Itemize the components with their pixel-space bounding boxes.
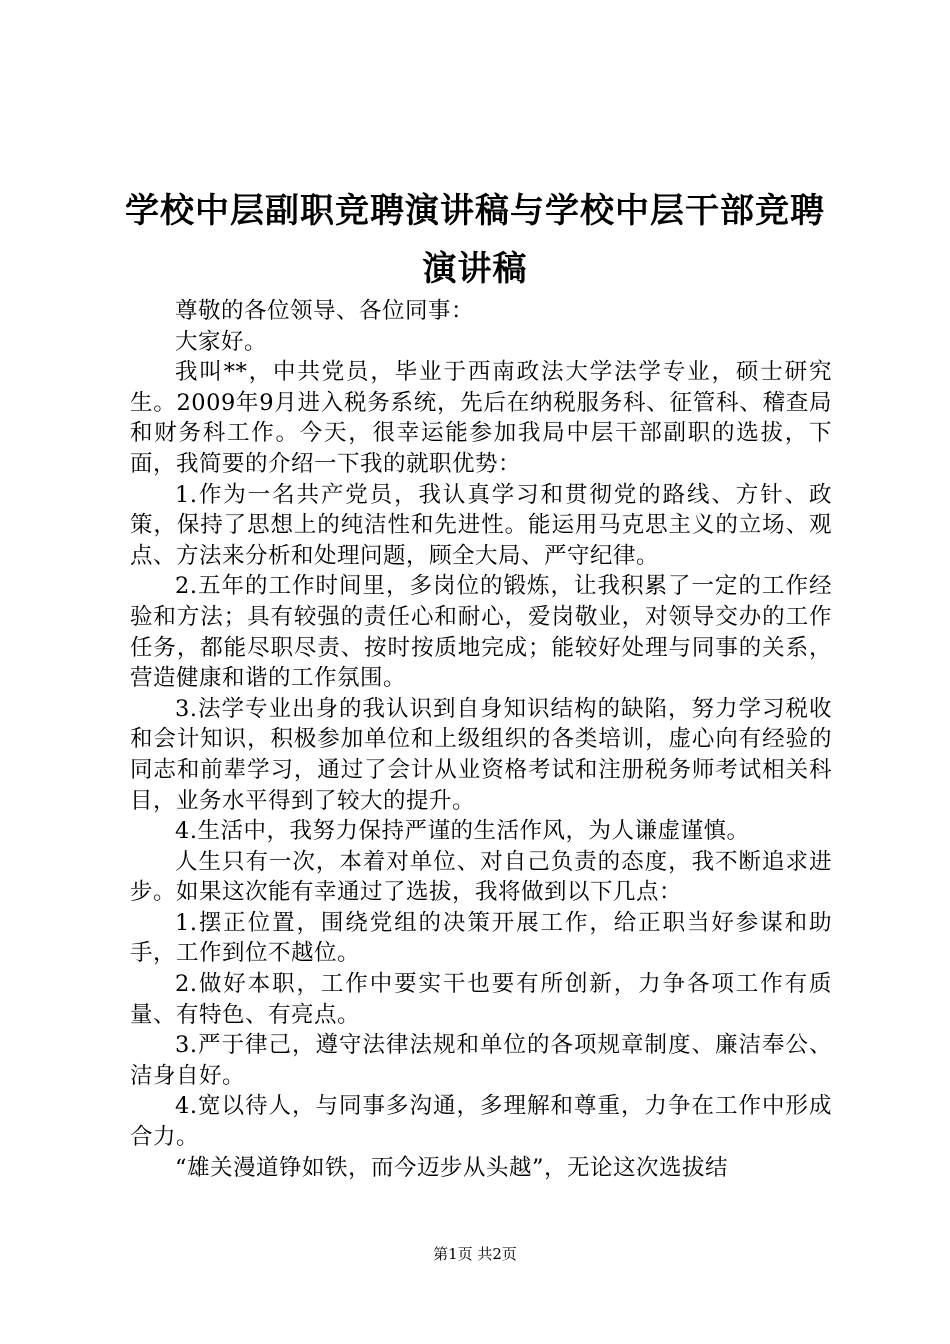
body-paragraph: 3.严于律己，遵守法律法规和单位的各项规章制度、廉洁奉公、洁身自好。 — [130, 1032, 832, 1089]
body-paragraph: 1.作为一名共产党员，我认真学习和贯彻党的路线、方针、政策，保持了思想上的纯洁性和先进性。能运用马克思主义的立场、观点、方法来分析和处理问题，顾全大局、严守纪律。 — [130, 481, 832, 569]
body-paragraph: 我叫**，中共党员，毕业于西南政法大学法学专业，硕士研究生。2009年9月进入税务系统，先后在纳税服务科、征管科、稽查局和财务科工作。今天，很幸运能参加我局中层干部副职的选拔，下面，我简要的介绍一下我的就职优势： — [130, 359, 832, 477]
body-paragraph: 1.摆正位置，围绕党组的决策开展工作，给正职当好参谋和助手，工作到位不越位。 — [130, 909, 832, 967]
body-paragraph: 4.宽以待人，与同事多沟通，多理解和尊重，力争在工作中形成合力。 — [130, 1093, 832, 1151]
body-paragraph: 人生只有一次，本着对单位、对自己负责的态度，我不断追求进步。如果这次能有幸通过了选拔，我将做到以下几点： — [130, 848, 832, 906]
body-paragraph: “雄关漫道铮如铁，而今迈步从头越”，无论这次选拔结 — [175, 1154, 729, 1181]
document-title-line-1: 学校中层副职竞聘演讲稿与学校中层干部竞聘 — [125, 191, 825, 231]
body-paragraph: 4.生活中，我努力保持严谨的生活作风，为人谦虚谨慎。 — [175, 818, 750, 845]
document-body — [130, 296, 832, 1183]
page-footer: 第1页 共2页 — [433, 1245, 517, 1263]
salutation: 尊敬的各位领导、各位同事： — [175, 298, 475, 324]
greeting: 大家好。 — [175, 328, 268, 355]
body-paragraph: 2.做好本职，工作中要实干也要有所创新，力争各项工作有质量、有特色、有亮点。 — [130, 971, 832, 1028]
body-paragraph: 2.五年的工作时间里，多岗位的锻炼，让我积累了一定的工作经验和方法；具有较强的责任心和耐心，爱岗敬业，对领导交办的工作任务，都能尽职尽责、按时按质地完成；能较好处理与同事的关系，营造健康和谐的工作氛围。 — [130, 573, 832, 692]
document-title-line-2: 演讲稿 — [422, 249, 528, 289]
body-paragraph: 3.法学专业出身的我认识到自身知识结构的缺陷，努力学习税收和会计知识，积极参加单位和上级组织的各类培训，虚心向有经验的同志和前辈学习，通过了会计从业资格考试和注册税务师考试相关科目，业务水平得到了较大的提升。 — [130, 695, 832, 814]
